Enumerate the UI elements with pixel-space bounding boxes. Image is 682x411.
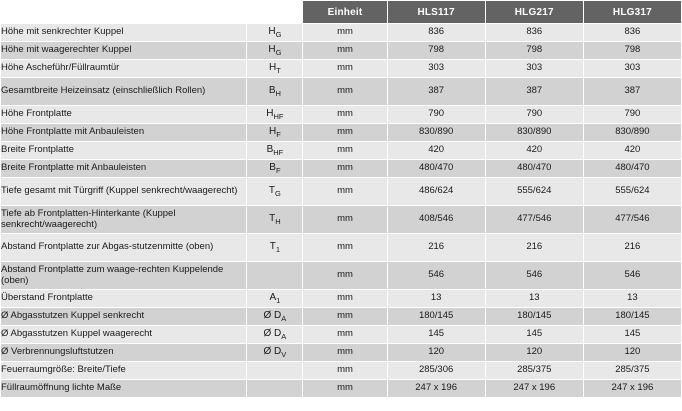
row-value: 798 — [583, 42, 681, 60]
row-label: Breite Frontplatte — [1, 142, 247, 160]
header-symbol-column — [247, 1, 303, 24]
row-value: 13 — [485, 290, 583, 308]
row-value: 13 — [583, 290, 681, 308]
table-row — [1, 60, 682, 78]
row-unit: mm — [303, 142, 387, 160]
row-symbol-base: H — [268, 61, 277, 73]
header-row — [1, 1, 682, 24]
row-value: 836 — [485, 24, 583, 42]
row-symbol-base: H — [268, 25, 276, 37]
row-symbol-subscript: A — [281, 331, 287, 341]
row-value: 285/306 — [387, 362, 485, 380]
row-symbol — [247, 344, 303, 362]
row-symbol-subscript: HF — [273, 111, 284, 121]
row-value: 546 — [485, 262, 583, 290]
row-value: 387 — [387, 78, 485, 106]
row-unit: mm — [303, 290, 387, 308]
row-unit: mm — [303, 234, 387, 262]
row-symbol — [247, 362, 303, 380]
row-unit: mm — [303, 60, 387, 78]
row-value: 216 — [485, 234, 583, 262]
row-unit: mm — [303, 362, 387, 380]
row-symbol — [247, 24, 303, 42]
row-value: 408/546 — [387, 206, 485, 234]
row-symbol-subscript: A — [281, 313, 287, 323]
row-value: 180/145 — [485, 308, 583, 326]
table-row — [1, 24, 682, 42]
row-value: 555/624 — [485, 178, 583, 206]
header-model-hls117: HLS117 — [387, 1, 485, 24]
row-symbol — [247, 106, 303, 124]
row-label: Gesamtbreite Heizeinsatz (einschließlich Rollen) — [1, 78, 247, 106]
row-value: 145 — [485, 326, 583, 344]
header-unit-column: Einheit — [303, 1, 387, 24]
row-label: Höhe mit senkrechter Kuppel — [1, 24, 247, 42]
row-value: 387 — [583, 78, 681, 106]
row-symbol — [247, 290, 303, 308]
table-row — [1, 234, 682, 262]
row-symbol-subscript: F — [275, 165, 281, 175]
row-symbol-subscript: V — [281, 349, 287, 359]
row-symbol-base: T — [269, 212, 276, 224]
row-symbol-subscript: 1 — [276, 295, 281, 305]
row-symbol — [247, 380, 303, 398]
row-symbol-base: A — [269, 291, 277, 303]
row-label: Tiefe gesamt mit Türgriff (Kuppel senkrecht/waagerecht) — [1, 178, 247, 206]
row-unit: mm — [303, 78, 387, 106]
row-unit: mm — [303, 308, 387, 326]
row-symbol — [247, 262, 303, 290]
header-model-hlg217: HLG217 — [485, 1, 583, 24]
row-value: 546 — [387, 262, 485, 290]
table-row — [1, 290, 682, 308]
row-symbol-subscript: HF — [273, 147, 284, 157]
row-label: Abstand Frontplatte zum waage-rechten Kuppelende (oben) — [1, 262, 247, 290]
row-symbol-base: T — [269, 240, 276, 252]
row-label: Ø Abgasstutzen Kuppel senkrecht — [1, 308, 247, 326]
row-value: 790 — [583, 106, 681, 124]
row-label: Höhe mit waagerechter Kuppel — [1, 42, 247, 60]
table-body — [1, 24, 682, 398]
row-value: 477/546 — [583, 206, 681, 234]
row-symbol — [247, 60, 303, 78]
table-row — [1, 106, 682, 124]
row-value: 480/470 — [387, 160, 485, 178]
row-unit: mm — [303, 326, 387, 344]
row-symbol-subscript: G — [275, 47, 282, 57]
row-value: 180/145 — [583, 308, 681, 326]
row-value: 247 x 196 — [583, 380, 681, 398]
row-symbol — [247, 160, 303, 178]
row-label: Breite Frontplatte mit Anbauleisten — [1, 160, 247, 178]
table-row — [1, 380, 682, 398]
table-row — [1, 160, 682, 178]
row-symbol-subscript: G — [275, 29, 282, 39]
row-symbol-base: Ø D — [263, 309, 282, 321]
row-label: Höhe Frontplatte mit Anbauleisten — [1, 124, 247, 142]
row-symbol — [247, 142, 303, 160]
row-label: Füllraumöffnung lichte Maße — [1, 380, 247, 398]
row-symbol — [247, 42, 303, 60]
row-label: Ø Abgasstutzen Kuppel waagerecht — [1, 326, 247, 344]
row-unit: mm — [303, 160, 387, 178]
row-symbol — [247, 124, 303, 142]
row-unit: mm — [303, 24, 387, 42]
row-label: Höhe Ascheführ/Füllraumtür — [1, 60, 247, 78]
row-value: 836 — [387, 24, 485, 42]
row-symbol — [247, 178, 303, 206]
row-label: Feuerraumgröße: Breite/Tiefe — [1, 362, 247, 380]
row-symbol-base: H — [268, 43, 276, 55]
row-value: 477/546 — [485, 206, 583, 234]
row-symbol-base: T — [268, 184, 276, 196]
row-value: 486/624 — [387, 178, 485, 206]
row-value: 303 — [583, 60, 681, 78]
row-value: 790 — [387, 106, 485, 124]
row-label: Höhe Frontplatte — [1, 106, 247, 124]
row-symbol-base: B — [266, 143, 274, 155]
row-symbol-subscript: F — [276, 129, 281, 139]
row-value: 216 — [583, 234, 681, 262]
table-row — [1, 308, 682, 326]
row-value: 480/470 — [485, 160, 583, 178]
row-symbol-base: Ø D — [263, 345, 282, 357]
header-model-hlg317: HLG317 — [583, 1, 681, 24]
row-unit: mm — [303, 344, 387, 362]
row-label: Überstand Frontplatte — [1, 290, 247, 308]
row-value: 303 — [387, 60, 485, 78]
table-row — [1, 326, 682, 344]
table-row — [1, 42, 682, 60]
row-symbol — [247, 308, 303, 326]
row-symbol — [247, 234, 303, 262]
row-unit: mm — [303, 42, 387, 60]
row-value: 830/890 — [387, 124, 485, 142]
table-header — [1, 1, 682, 24]
row-symbol — [247, 326, 303, 344]
row-symbol-base: B — [268, 84, 276, 96]
row-value: 120 — [485, 344, 583, 362]
row-value: 830/890 — [485, 124, 583, 142]
row-value: 145 — [583, 326, 681, 344]
row-value: 180/145 — [387, 308, 485, 326]
row-value: 830/890 — [583, 124, 681, 142]
table-row — [1, 78, 682, 106]
row-unit: mm — [303, 106, 387, 124]
row-value: 285/375 — [485, 362, 583, 380]
row-symbol-subscript: T — [276, 65, 281, 75]
row-symbol-base: B — [269, 161, 276, 173]
row-symbol-base: Ø D — [263, 327, 282, 339]
table-row — [1, 362, 682, 380]
row-value: 546 — [583, 262, 681, 290]
row-value: 285/375 — [583, 362, 681, 380]
table-row — [1, 206, 682, 234]
row-value: 216 — [387, 234, 485, 262]
row-symbol-subscript: G — [275, 188, 281, 198]
row-symbol-subscript: 1 — [275, 244, 281, 254]
table-row — [1, 178, 682, 206]
table-row — [1, 124, 682, 142]
row-symbol — [247, 206, 303, 234]
row-symbol-base: H — [266, 107, 274, 119]
header-label-column — [1, 1, 247, 24]
row-value: 798 — [485, 42, 583, 60]
row-value: 247 x 196 — [485, 380, 583, 398]
row-unit: mm — [303, 380, 387, 398]
row-label: Ø Verbrennungsluftstutzen — [1, 344, 247, 362]
row-value: 420 — [583, 142, 681, 160]
row-symbol-base: H — [268, 125, 277, 137]
row-symbol-subscript: H — [275, 216, 281, 226]
row-value: 120 — [583, 344, 681, 362]
row-unit: mm — [303, 178, 387, 206]
row-symbol-subscript: H — [275, 88, 281, 98]
row-value: 13 — [387, 290, 485, 308]
row-value: 420 — [485, 142, 583, 160]
table-row — [1, 262, 682, 290]
row-value: 420 — [387, 142, 485, 160]
row-unit: mm — [303, 124, 387, 142]
row-value: 480/470 — [583, 160, 681, 178]
table-row — [1, 344, 682, 362]
row-value: 247 x 196 — [387, 380, 485, 398]
row-value: 555/624 — [583, 178, 681, 206]
row-value: 120 — [387, 344, 485, 362]
row-label: Tiefe ab Frontplatten-Hinterkante (Kuppel senkrecht/waagerecht) — [1, 206, 247, 234]
row-value: 387 — [485, 78, 583, 106]
table-row — [1, 142, 682, 160]
row-value: 145 — [387, 326, 485, 344]
row-unit: mm — [303, 206, 387, 234]
row-label: Abstand Frontplatte zur Abgas-stutzenmitte (oben) — [1, 234, 247, 262]
row-unit: mm — [303, 262, 387, 290]
row-value: 790 — [485, 106, 583, 124]
row-value: 798 — [387, 42, 485, 60]
row-value: 303 — [485, 60, 583, 78]
row-value: 836 — [583, 24, 681, 42]
row-symbol — [247, 78, 303, 106]
